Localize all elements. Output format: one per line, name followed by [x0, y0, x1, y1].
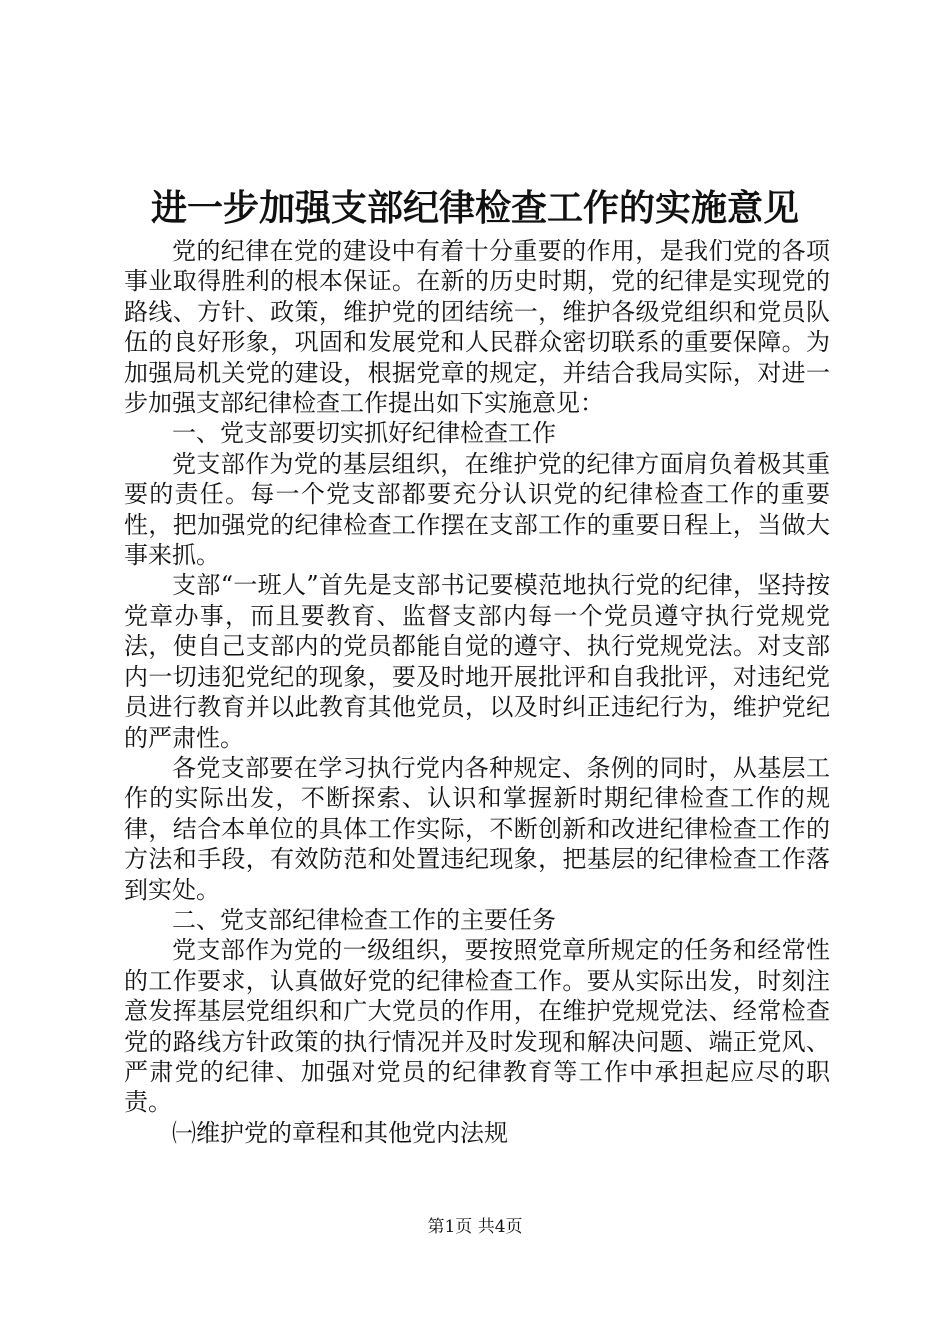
paragraph: 党支部作为党的基层组织，在维护党的纪律方面肩负着极其重要的责任。每一个党支部都要充分认识党的纪律检查工作的重要性，把加强党的纪律检查工作摆在支部工作的重要日程上，当做大事来抓。 [124, 449, 830, 570]
page-footer: 第1页 共4页 [427, 1217, 523, 1237]
section-heading-1: 一、党支部要切实抓好纪律检查工作 [172, 419, 556, 448]
paragraph-intro: 党的纪律在党的建设中有着十分重要的作用，是我们党的各项事业取得胜利的根本保证。在新的历史时期，党的纪律是实现党的路线、方针、政策，维护党的团结统一，维护各级党组织和党员队伍的良好形象，巩固和发展党和人民群众密切联系的重要保障。为加强局机关党的建设，根据党章的规定，并结合我局实际，对进一步加强支部纪律检查工作提出如下实施意见： [124, 237, 830, 418]
subsection-heading-1: ㈠维护党的章程和其他党内法规 [172, 1118, 508, 1147]
paragraph: 支部“一班人”首先是支部书记要模范地执行党的纪律，坚持按党章办事，而且要教育、监督支部内每一个党员遵守执行党规党法，使自己支部内的党员都能自觉的遵守、执行党规党法。对支部内一切违犯党纪的现象，要及时地开展批评和自我批评，对违纪党员进行教育并以此教育其他党员，以及时纠正违纪行为，维护党纪的严肃性。 [124, 571, 830, 752]
section-heading-2: 二、党支部纪律检查工作的主要任务 [172, 905, 556, 934]
paragraph: 各党支部要在学习执行党内各种规定、条例的同时，从基层工作的实际出发，不断探索、认识和掌握新时期纪律检查工作的规律，结合本单位的具体工作实际，不断创新和改进纪律检查工作的方法和手段，有效防范和处置违纪现象，把基层的纪律检查工作落到实处。 [124, 753, 830, 904]
paragraph: 党支部作为党的一级组织，要按照党章所规定的任务和经常性的工作要求，认真做好党的纪律检查工作。要从实际出发，时刻注意发挥基层党组织和广大党员的作用，在维护党规党法、经常检查党的路线方针政策的执行情况并及时发现和解决问题、端正党风、严肃党的纪律、加强对党员的纪律教育等工作中承担起应尽的职责。 [124, 936, 830, 1117]
document-body [124, 236, 830, 1148]
document-title: 进一步加强支部纪律检查工作的实施意见 [150, 187, 799, 229]
